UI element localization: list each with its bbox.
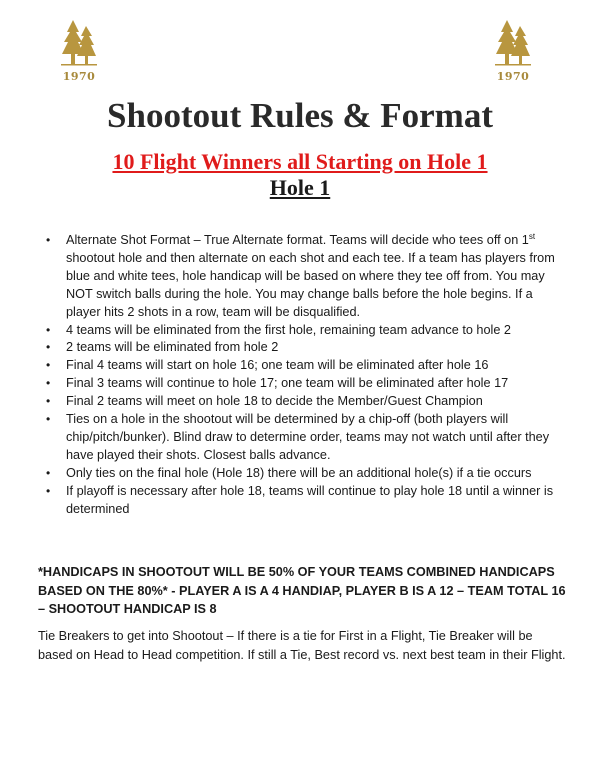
club-logo-right <box>490 18 536 83</box>
rule-superscript: st <box>528 231 536 241</box>
rule-item <box>38 232 568 322</box>
bullet-icon: • <box>46 483 51 498</box>
bullet-icon: • <box>46 322 51 337</box>
rule-item <box>38 339 568 357</box>
logo-year-right: 1970 <box>496 70 530 83</box>
pine-trees-icon <box>59 18 99 70</box>
rule-text: Ties on a hole in the shootout will be determined by a chip-off (both players will chip/pitch/bunker). Blind draw to determine order, teams may not watch until after they have played their shots. Closest balls advance. <box>66 412 550 462</box>
bullet-icon: • <box>46 358 51 373</box>
tie-breakers-note: Tie Breakers to get into Shootout – If there is a tie for First in a Flight, Tie Breaker will be based on Head to Head competition. If still a Tie, Best record vs. next best team in their Flight. <box>38 629 566 662</box>
bullet-icon: • <box>46 233 51 247</box>
rule-text: 2 teams will be eliminated from hole 2 <box>66 340 279 355</box>
rule-item <box>38 322 568 340</box>
rule-item <box>38 411 568 465</box>
rule-text: Final 3 teams will continue to hole 17; one team will be eliminated after hole 17 <box>66 376 509 391</box>
pine-trees-icon <box>493 18 533 70</box>
bullet-icon: • <box>46 340 51 355</box>
rule-text-continued: shootout hole and then alternate on each shot and each tee. If a team has players from blue and white tees, hole handicap will be based on where they tee off from. You may NOT switch balls during the hole. You may change balls before the hole begins. If a player hits 2 shots in a row, team will be disqualified. <box>66 250 555 319</box>
bullet-icon: • <box>46 412 51 427</box>
rules-list <box>38 232 568 519</box>
logo-year-left: 1970 <box>62 70 96 83</box>
handicap-note: *HANDICAPS IN SHOOTOUT WILL BE 50% OF YOUR TEAMS COMBINED HANDICAPS BASED ON THE 80%* - PLAYER A IS A 4 HANDIAP, PLAYER B IS A 12 – TEAM TOTAL 16 – SHOOTOUT HANDICAP IS 8 <box>38 565 566 616</box>
rule-text: Alternate Shot Format – True Alternate format. Teams will decide who tees off on 1 <box>66 233 529 247</box>
rule-text: 4 teams will be eliminated from the first hole, remaining team advance to hole 2 <box>66 322 511 337</box>
club-logo-left <box>56 18 102 83</box>
page-subtitle: 10 Flight Winners all Starting on Hole 1 <box>112 149 488 174</box>
hole-heading: Hole 1 <box>269 175 331 200</box>
page-title: Shootout Rules & Format <box>107 96 493 135</box>
rule-item <box>38 375 568 393</box>
bullet-icon: • <box>46 394 51 409</box>
rule-item <box>38 393 568 411</box>
rule-item <box>38 357 568 375</box>
bullet-icon: • <box>46 465 51 480</box>
bullet-icon: • <box>46 376 51 391</box>
rule-item <box>38 483 568 519</box>
rule-item <box>38 465 568 483</box>
rule-text: Final 4 teams will start on hole 16; one team will be eliminated after hole 16 <box>66 358 489 373</box>
rule-text: If playoff is necessary after hole 18, teams will continue to play hole 18 until a winner is determined <box>66 483 554 516</box>
rule-text: Only ties on the final hole (Hole 18) there will be an additional hole(s) if a tie occurs <box>66 465 532 480</box>
rule-text: Final 2 teams will meet on hole 18 to decide the Member/Guest Champion <box>66 394 483 409</box>
